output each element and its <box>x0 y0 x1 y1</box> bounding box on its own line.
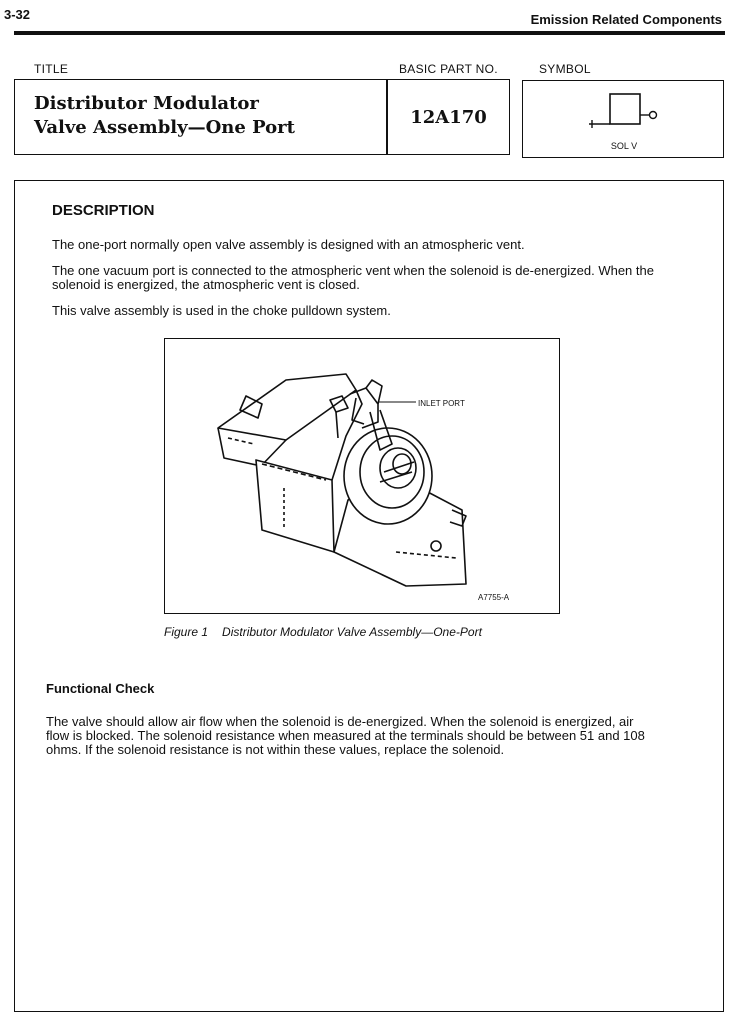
figure-number: Figure 1 <box>164 625 209 639</box>
part-number-column-label: BASIC PART NO. <box>399 62 498 76</box>
drawing-id: A7755-A <box>478 593 510 602</box>
symbol-column-label: SYMBOL <box>539 62 591 76</box>
valve-assembly-illustration <box>166 340 558 612</box>
functional-check-paragraph: The valve should allow air flow when the solenoid is de-energized. When the solenoid is energized, air flow is blocked. The solenoid resistance when measured at the terminals should be between 51 and 108 ohms. If the solenoid resistance is not within these values, replace the solenoid. <box>46 714 645 757</box>
inlet-port-callout: INLET PORT <box>418 399 465 408</box>
figure-caption <box>164 625 482 639</box>
description-paragraph: The one-port normally open valve assembly is designed with an atmospheric vent. <box>52 237 525 252</box>
page-number: 3-32 <box>4 7 31 22</box>
basic-part-number: 12A170 <box>410 107 487 128</box>
component-title-line-2: Valve Assembly—One Port <box>34 117 295 138</box>
description-paragraph: The one vacuum port is connected to the atmospheric vent when the solenoid is de-energized. When the solenoid is energized, the atmospheric vent is closed. <box>52 263 654 292</box>
section-title: Emission Related Components <box>530 12 722 27</box>
figure-caption-text: Distributor Modulator Valve Assembly—One-Port <box>222 625 482 639</box>
functional-check-heading: Functional Check <box>46 681 155 696</box>
description-heading: DESCRIPTION <box>52 202 155 219</box>
symbol-caption: SOL V <box>610 141 638 151</box>
title-column-label: TITLE <box>34 62 69 76</box>
component-title-line-1: Distributor Modulator <box>34 93 259 114</box>
description-paragraph: This valve assembly is used in the choke pulldown system. <box>52 303 391 318</box>
component-title <box>34 92 379 140</box>
solenoid-valve-symbol-icon <box>582 88 662 134</box>
header-rule <box>14 31 725 35</box>
